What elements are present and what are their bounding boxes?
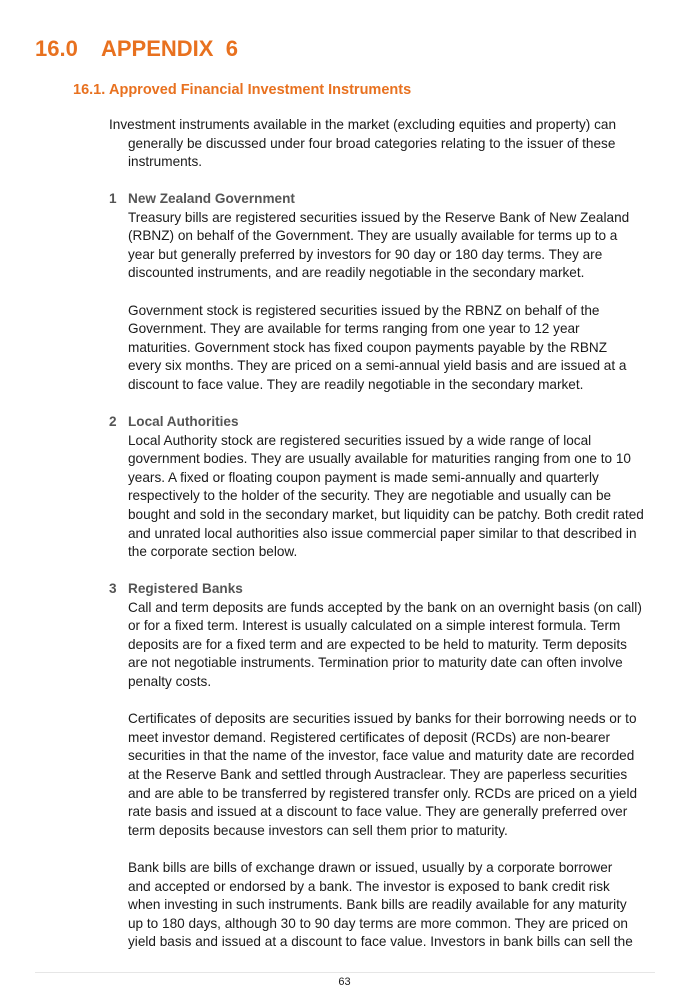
paragraph-call-term-deposits — [109, 599, 649, 692]
text-line: Government stock is registered securities issued by the RBNZ on behalf of the — [128, 302, 600, 318]
intro-line: generally be discussed under four broad categories relating to the issuer of these — [128, 135, 616, 151]
section-heading — [109, 413, 649, 432]
text-line: and accepted or endorsed by a bank. The investor is exposed to bank credit risk — [128, 878, 610, 894]
text-line: securities in that the name of the investor, face value and maturity date are recorded — [128, 748, 635, 764]
text-line: the corporate section below. — [128, 544, 298, 560]
text-line: discounted instruments, and are readily negotiable in the secondary market. — [128, 265, 585, 281]
section-number: 3 — [109, 581, 117, 596]
text-line: bought and sold in the secondary market, but liquidity can be patchy. Both credit rated — [128, 506, 644, 522]
text-line: at the Reserve Bank and settled through Austraclear. They are paperless securities — [128, 766, 628, 782]
subsection-number: 16.1. — [73, 82, 106, 98]
text-line: discount to face value. They are readily negotiable in the secondary market. — [128, 376, 584, 392]
text-line: and are able to be transferred by registered transfer only. RCDs are priced on a yield — [128, 785, 638, 801]
text-line: rate basis and issued at a discount to face value. They are generally preferred over — [128, 804, 628, 820]
section-title: Registered Banks — [128, 581, 243, 596]
section-number: 1 — [109, 191, 117, 206]
text-line: up to 180 days, although 30 to 90 day terms are more common. They are priced on — [128, 915, 628, 931]
text-line: year but generally preferred by investors for 90 day or 180 day terms. They are — [128, 246, 603, 262]
text-line: meet investor demand. Registered certificates of deposit (RCDs) are non-bearer — [128, 729, 611, 745]
text-line: yield basis and issued at a discount to face value. Investors in bank bills can sell the — [128, 934, 633, 950]
appendix-heading — [35, 34, 238, 64]
subsection-title: Approved Financial Investment Instruments — [109, 82, 412, 98]
text-line: or for a fixed term. Interest is usually calculated on a simple interest formula. Term — [128, 618, 621, 634]
text-line: maturities. Government stock has fixed coupon payments payable by the RBNZ — [128, 339, 608, 355]
text-line: when investing in such instruments. Bank bills are readily available for any maturity — [128, 897, 627, 913]
text-line: term deposits because investors can sell them prior to maturity. — [128, 822, 508, 838]
appendix-title: APPENDIX 6 — [101, 36, 238, 61]
text-line: deposits are for a fixed term and are expected to be held to maturity. Term deposits — [128, 636, 627, 652]
footer-divider — [35, 972, 655, 973]
intro-line: instruments. — [128, 154, 203, 170]
appendix-number: 16.0 — [35, 36, 78, 61]
section-number: 2 — [109, 414, 117, 429]
paragraph-local-authority-stock — [109, 432, 649, 562]
section-heading — [109, 190, 649, 209]
section-new-zealand-government — [109, 190, 649, 395]
text-line: years. A fixed or floating coupon payment is made semi-annually and quarterly — [128, 469, 599, 485]
text-line: penalty costs. — [128, 673, 212, 689]
paragraph-certificates-of-deposit — [109, 710, 649, 840]
text-line: Call and term deposits are funds accepted by the bank on an overnight basis (on call) — [128, 599, 642, 615]
intro-line: Investment instruments available in the market (excluding equities and property) can — [109, 117, 617, 132]
text-line: respectively to the holder of the security. They are negotiable and usually can be — [128, 488, 612, 504]
text-line: Government. They are available for terms ranging from one year to 12 year — [128, 321, 580, 337]
text-line: government bodies. They are usually available for maturities ranging from one to 10 — [128, 451, 631, 467]
paragraph-bank-bills — [109, 859, 649, 952]
section-local-authorities — [109, 413, 649, 562]
paragraph-treasury-bills — [109, 209, 649, 283]
text-line: every six months. They are priced on a semi-annual yield basis and are issued at a — [128, 358, 627, 374]
text-line: (RBNZ) on behalf of the Government. They are usually available for terms up to a — [128, 228, 618, 244]
section-title: Local Authorities — [128, 414, 239, 429]
intro-paragraph — [109, 116, 639, 172]
page-number: 63 — [338, 976, 351, 988]
text-line: Local Authority stock are registered securities issued by a wide range of local — [128, 432, 592, 448]
text-line: are not negotiable instruments. Termination prior to maturity date can often involve — [128, 655, 623, 671]
paragraph-government-stock — [109, 302, 649, 395]
section-title: New Zealand Government — [128, 191, 295, 206]
section-heading — [109, 580, 649, 599]
subsection-heading — [73, 80, 411, 100]
text-line: and unrated local authorities also issue commercial paper similar to that described in — [128, 525, 637, 541]
text-line: Certificates of deposits are securities issued by banks for their borrowing needs or to — [128, 711, 637, 727]
text-line: Treasury bills are registered securities issued by the Reserve Bank of New Zealand — [128, 209, 630, 225]
text-line: Bank bills are bills of exchange drawn or issued, usually by a corporate borrower — [128, 859, 613, 875]
section-registered-banks — [109, 580, 649, 952]
